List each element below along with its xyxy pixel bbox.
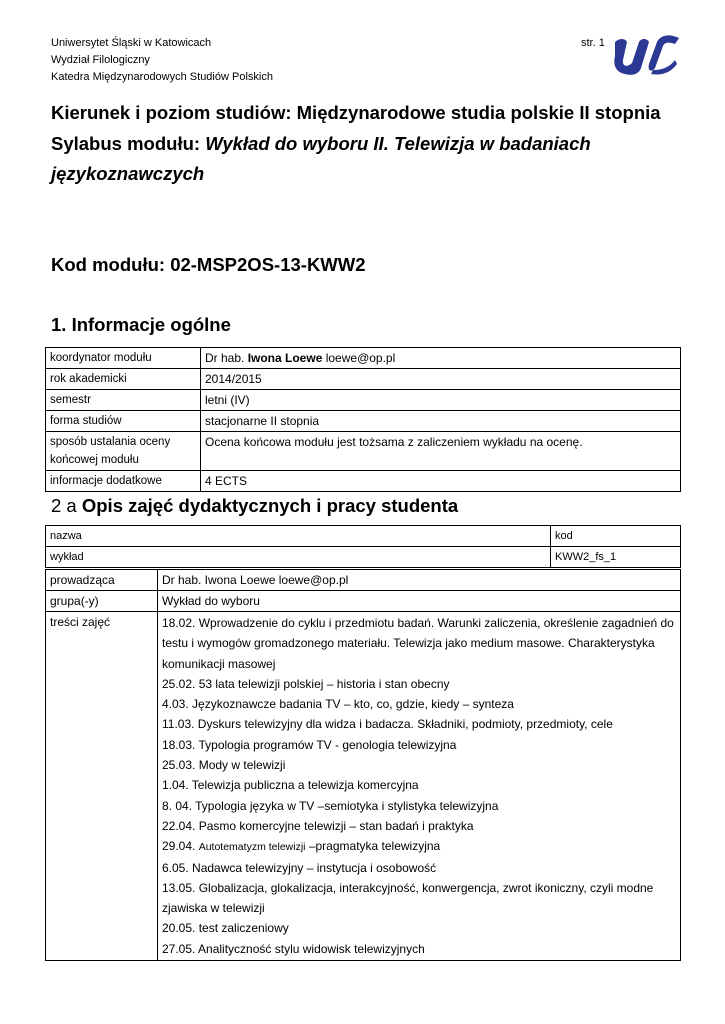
row-key: prowadząca [46,570,158,591]
coordinator-email: loewe@op.pl [322,351,396,365]
table-row [46,612,681,961]
list-item-rest: –pragmatyka telewizyjna [305,839,441,854]
row-key: semestr [46,390,201,411]
course-name: wykład [46,547,551,568]
row-key: treści zajęć [46,612,158,961]
list-item: 18.02. Wprowadzenie do cyklu i przedmiotu badań. Warunki zaliczenia, określenie zagadnień do testu i wymogów gromadzonego materiału. Telewizja jako medium masowe. Charakterystyka komunikacji masowej [162,616,674,671]
university-name: Uniwersytet Śląski w Katowicach [51,37,212,49]
table-row [46,471,681,492]
module-title [51,129,681,190]
row-value: stacjonarne II stopnia [201,411,681,432]
document-header [51,35,611,86]
group: Wykład do wyboru [158,591,681,612]
table-row [46,570,681,591]
row-key: rok akademicki [46,369,201,390]
list-item: 25.03. Mody w telewizji [162,758,286,773]
table-row [46,411,681,432]
coordinator-prefix: Dr hab. [205,351,248,365]
column-header-code: kod [551,526,681,547]
table-row [46,369,681,390]
department-name: Katedra Międzynarodowych Studiów Polskich [51,71,273,83]
list-item: 13.05. Globalizacja, glokalizacja, interakcyjność, konwergencja, zwrot ikoniczny, czyli modne zjawiska w telewizji [162,880,654,916]
course-name-table [45,525,681,568]
syllabus-title [51,98,681,190]
lecturer: Dr hab. Iwona Loewe loewe@op.pl [158,570,681,591]
row-key: informacje dodatkowe [46,471,201,492]
table-row [46,526,681,547]
program-title: Kierunek i poziom studiów: Międzynarodowe studia polskie II stopnia [51,102,661,123]
row-value: 2014/2015 [201,369,681,390]
table-row [46,432,681,471]
row-value: 4 ECTS [201,471,681,492]
module-title-prefix: Sylabus modułu: [51,132,206,154]
table-row [46,390,681,411]
list-item: 25.02. 53 lata telewizji polskiej – historia i stan obecny [162,676,450,691]
faculty-name: Wydział Filologiczny [51,54,150,66]
list-item: 27.05. Analityczność stylu widowisk telewizyjnych [162,941,425,956]
list-item: 22.04. Pasmo komercyjne telewizji – stan badań i praktyka [162,818,474,833]
list-item: 4.03. Językoznawcze badania TV – kto, co, gdzie, kiedy – synteza [162,697,514,712]
module-code: Kod modułu: 02-MSP2OS-13-KWW2 [51,254,366,275]
row-value [201,348,681,369]
table-row [46,348,681,369]
table-row [46,547,681,568]
row-key: forma studiów [46,411,201,432]
section-2-heading [51,495,458,517]
university-logo-icon [611,30,681,80]
page-number: str. 1 [581,37,605,49]
row-value: letni (IV) [201,390,681,411]
row-key: sposób ustalania oceny końcowej modułu [46,432,201,471]
section-2-title: Opis zajęć dydaktycznych i pracy studenta [81,495,459,516]
coordinator-name: Iwona Loewe [247,351,323,365]
list-item: 18.03. Typologia programów TV - genologia telewizyjna [162,737,457,752]
general-info-table [45,347,681,492]
list-item: 6.05. Nadawca telewizyjny – instytucja i osobowość [162,860,437,875]
course-code: KWW2_fs_1 [551,547,681,568]
column-header-name: nazwa [46,526,551,547]
list-item: 8. 04. Typologia języka w TV –semiotyka i stylistyka telewizyjna [162,798,499,813]
module-title-name: Wykład do wyboru II. Telewizja w badaniach językoznawczych [51,132,591,184]
section-2-number: 2 a [51,495,82,516]
list-item-small-text: Autotematyzm telewizji [198,841,306,854]
list-item: 1.04. Telewizja publiczna a telewizja komercyjna [162,778,419,793]
section-1-heading: 1. Informacje ogólne [51,314,231,335]
table-row [46,591,681,612]
course-details-table [45,569,681,961]
list-item [162,836,676,857]
list-item-date: 29.04. [162,839,199,854]
list-item: 11.03. Dyskurs telewizyjny dla widza i badacza. Składniki, podmioty, przedmioty, cele [162,717,613,732]
row-value: Ocena końcowa modułu jest tożsama z zaliczeniem wykładu na ocenę. [201,432,681,471]
course-content [158,612,681,961]
list-item: 20.05. test zaliczeniowy [162,921,289,936]
row-key: grupa(-y) [46,591,158,612]
row-key: koordynator modułu [46,348,201,369]
